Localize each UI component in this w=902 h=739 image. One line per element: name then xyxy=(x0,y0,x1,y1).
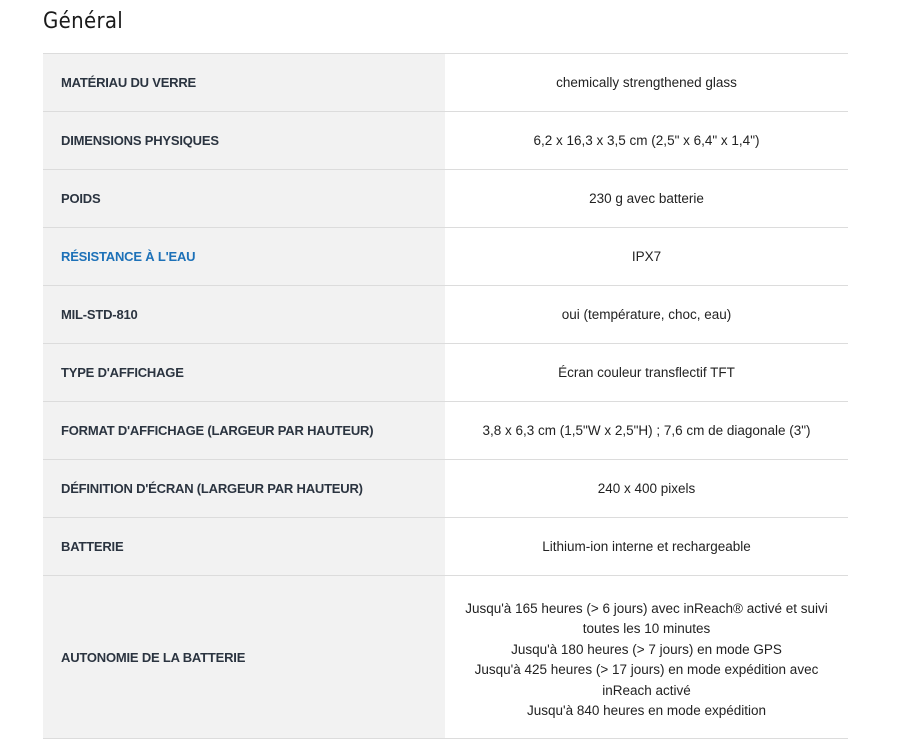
spec-value: 230 g avec batterie xyxy=(445,170,848,228)
section-title: Général xyxy=(43,9,124,34)
spec-row-mil-std xyxy=(43,286,848,344)
spec-key: MATÉRIAU DU VERRE xyxy=(43,54,445,112)
spec-key: POIDS xyxy=(43,170,445,228)
spec-key: DIMENSIONS PHYSIQUES xyxy=(43,112,445,170)
spec-key: TYPE D'AFFICHAGE xyxy=(43,344,445,402)
spec-row-weight xyxy=(43,170,848,228)
spec-value: 240 x 400 pixels xyxy=(445,460,848,518)
spec-value: Lithium-ion interne et rechargeable xyxy=(445,518,848,576)
battery-life-line: Jusqu'à 425 heures (> 17 jours) en mode expédition avec inReach activé xyxy=(474,662,819,698)
spec-value: 6,2 x 16,3 x 3,5 cm (2,5" x 6,4" x 1,4") xyxy=(445,112,848,170)
spec-key: DÉFINITION D'ÉCRAN (LARGEUR PAR HAUTEUR) xyxy=(43,460,445,518)
spec-key: AUTONOMIE DE LA BATTERIE xyxy=(43,576,445,739)
spec-value: chemically strengthened glass xyxy=(445,54,848,112)
spec-row-display-size xyxy=(43,402,848,460)
spec-key: BATTERIE xyxy=(43,518,445,576)
spec-row-display-resolution xyxy=(43,460,848,518)
spec-table xyxy=(43,53,848,739)
battery-life-line: Jusqu'à 840 heures en mode expédition xyxy=(527,703,766,718)
spec-row-glass-material xyxy=(43,54,848,112)
spec-value: IPX7 xyxy=(445,228,848,286)
spec-row-dimensions xyxy=(43,112,848,170)
spec-row-battery xyxy=(43,518,848,576)
spec-row-water-rating xyxy=(43,228,848,286)
spec-row-battery-life xyxy=(43,576,848,739)
spec-value: Écran couleur transflectif TFT xyxy=(445,344,848,402)
battery-life-line: Jusqu'à 165 heures (> 6 jours) avec inReach® activé et suivi toutes les 10 minutes xyxy=(465,600,828,636)
spec-value: oui (température, choc, eau) xyxy=(445,286,848,344)
battery-life-line: Jusqu'à 180 heures (> 7 jours) en mode GPS xyxy=(511,641,782,657)
water-rating-link[interactable]: RÉSISTANCE À L'EAU xyxy=(43,228,445,286)
spec-key: FORMAT D'AFFICHAGE (LARGEUR PAR HAUTEUR) xyxy=(43,402,445,460)
spec-value-multiline xyxy=(445,576,848,739)
spec-key: MIL-STD-810 xyxy=(43,286,445,344)
spec-row-display-type xyxy=(43,344,848,402)
spec-value: 3,8 x 6,3 cm (1,5"W x 2,5"H) ; 7,6 cm de diagonale (3") xyxy=(445,402,848,460)
